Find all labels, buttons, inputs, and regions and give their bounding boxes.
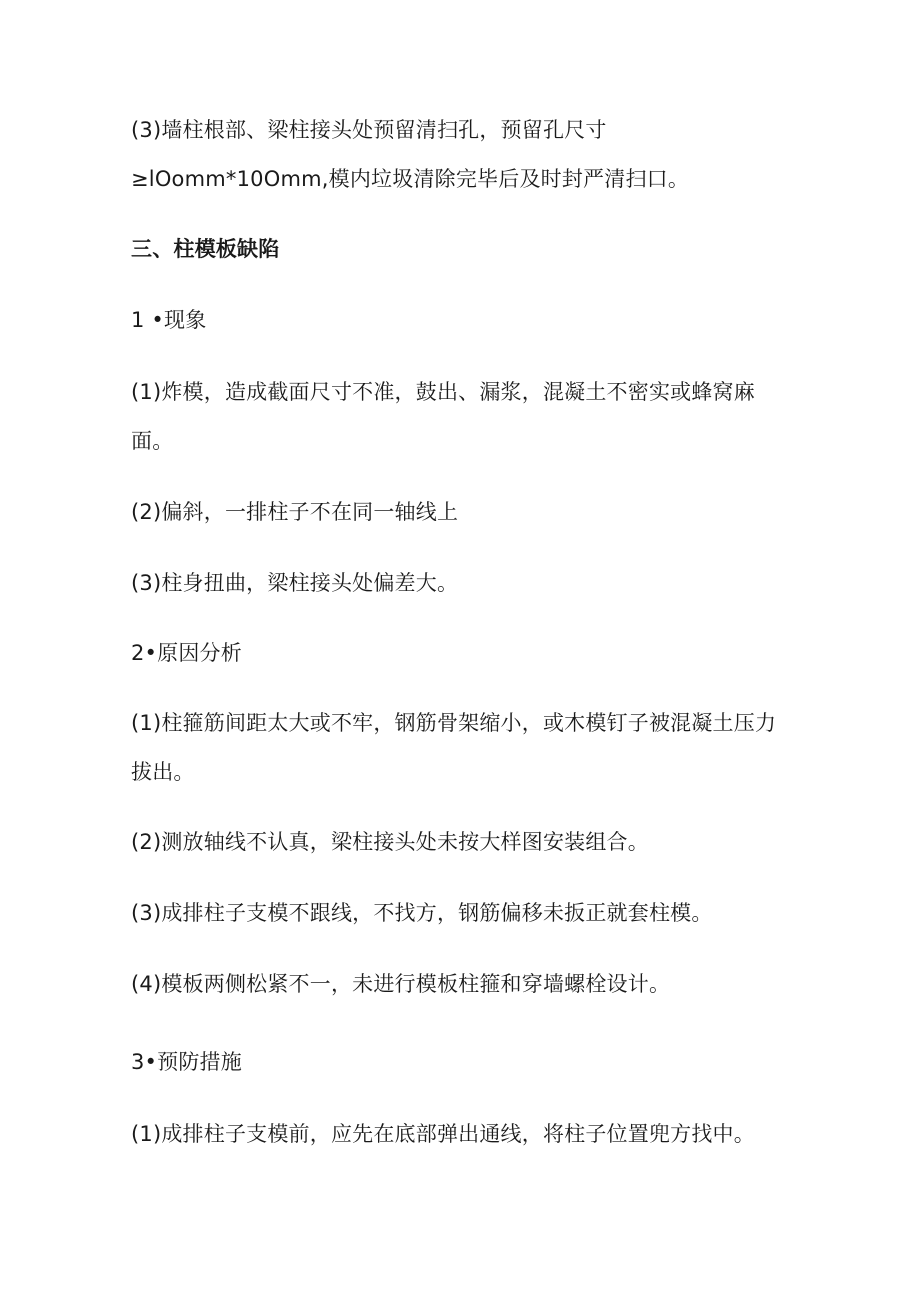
subsection-heading: 2•原因分析	[131, 641, 242, 665]
paragraph-line: 面。	[131, 429, 174, 453]
paragraph-line: (3)柱身扭曲，梁柱接头处偏差大。	[131, 571, 459, 595]
paragraph-line: (3)成排柱子支模不跟线，不找方，钢筋偏移未扳正就套柱模。	[131, 901, 713, 925]
paragraph-line: (1)成排柱子支模前，应先在底部弹出通线，将柱子位置兜方找中。	[131, 1122, 755, 1146]
subsection-heading: 1 •现象	[131, 308, 207, 332]
paragraph-line: (2)测放轴线不认真，梁柱接头处未按大样图安装组合。	[131, 830, 649, 854]
paragraph-line: (3)墙柱根部、梁柱接头处预留清扫孔，预留孔尺寸	[131, 118, 607, 142]
paragraph-line: 拔出。	[131, 760, 195, 784]
paragraph-line: (2)偏斜，一排柱子不在同一轴线上	[131, 500, 459, 524]
section-heading: 三、柱模板缺陷	[131, 237, 280, 261]
subsection-heading: 3•预防措施	[131, 1050, 242, 1074]
paragraph-line: (1)柱箍筋间距太大或不牢，钢筋骨架缩小，或木模钉子被混凝土压力	[131, 711, 777, 735]
paragraph-line: (1)炸模，造成截面尺寸不准，鼓出、漏浆，混凝土不密实或蜂窝麻	[131, 380, 755, 404]
paragraph-line: (4)模板两侧松紧不一，未进行模板柱箍和穿墙螺栓设计。	[131, 972, 671, 996]
paragraph-line: ≥lOomm*10Omm,模内垃圾清除完毕后及时封严清扫口。	[131, 167, 690, 191]
